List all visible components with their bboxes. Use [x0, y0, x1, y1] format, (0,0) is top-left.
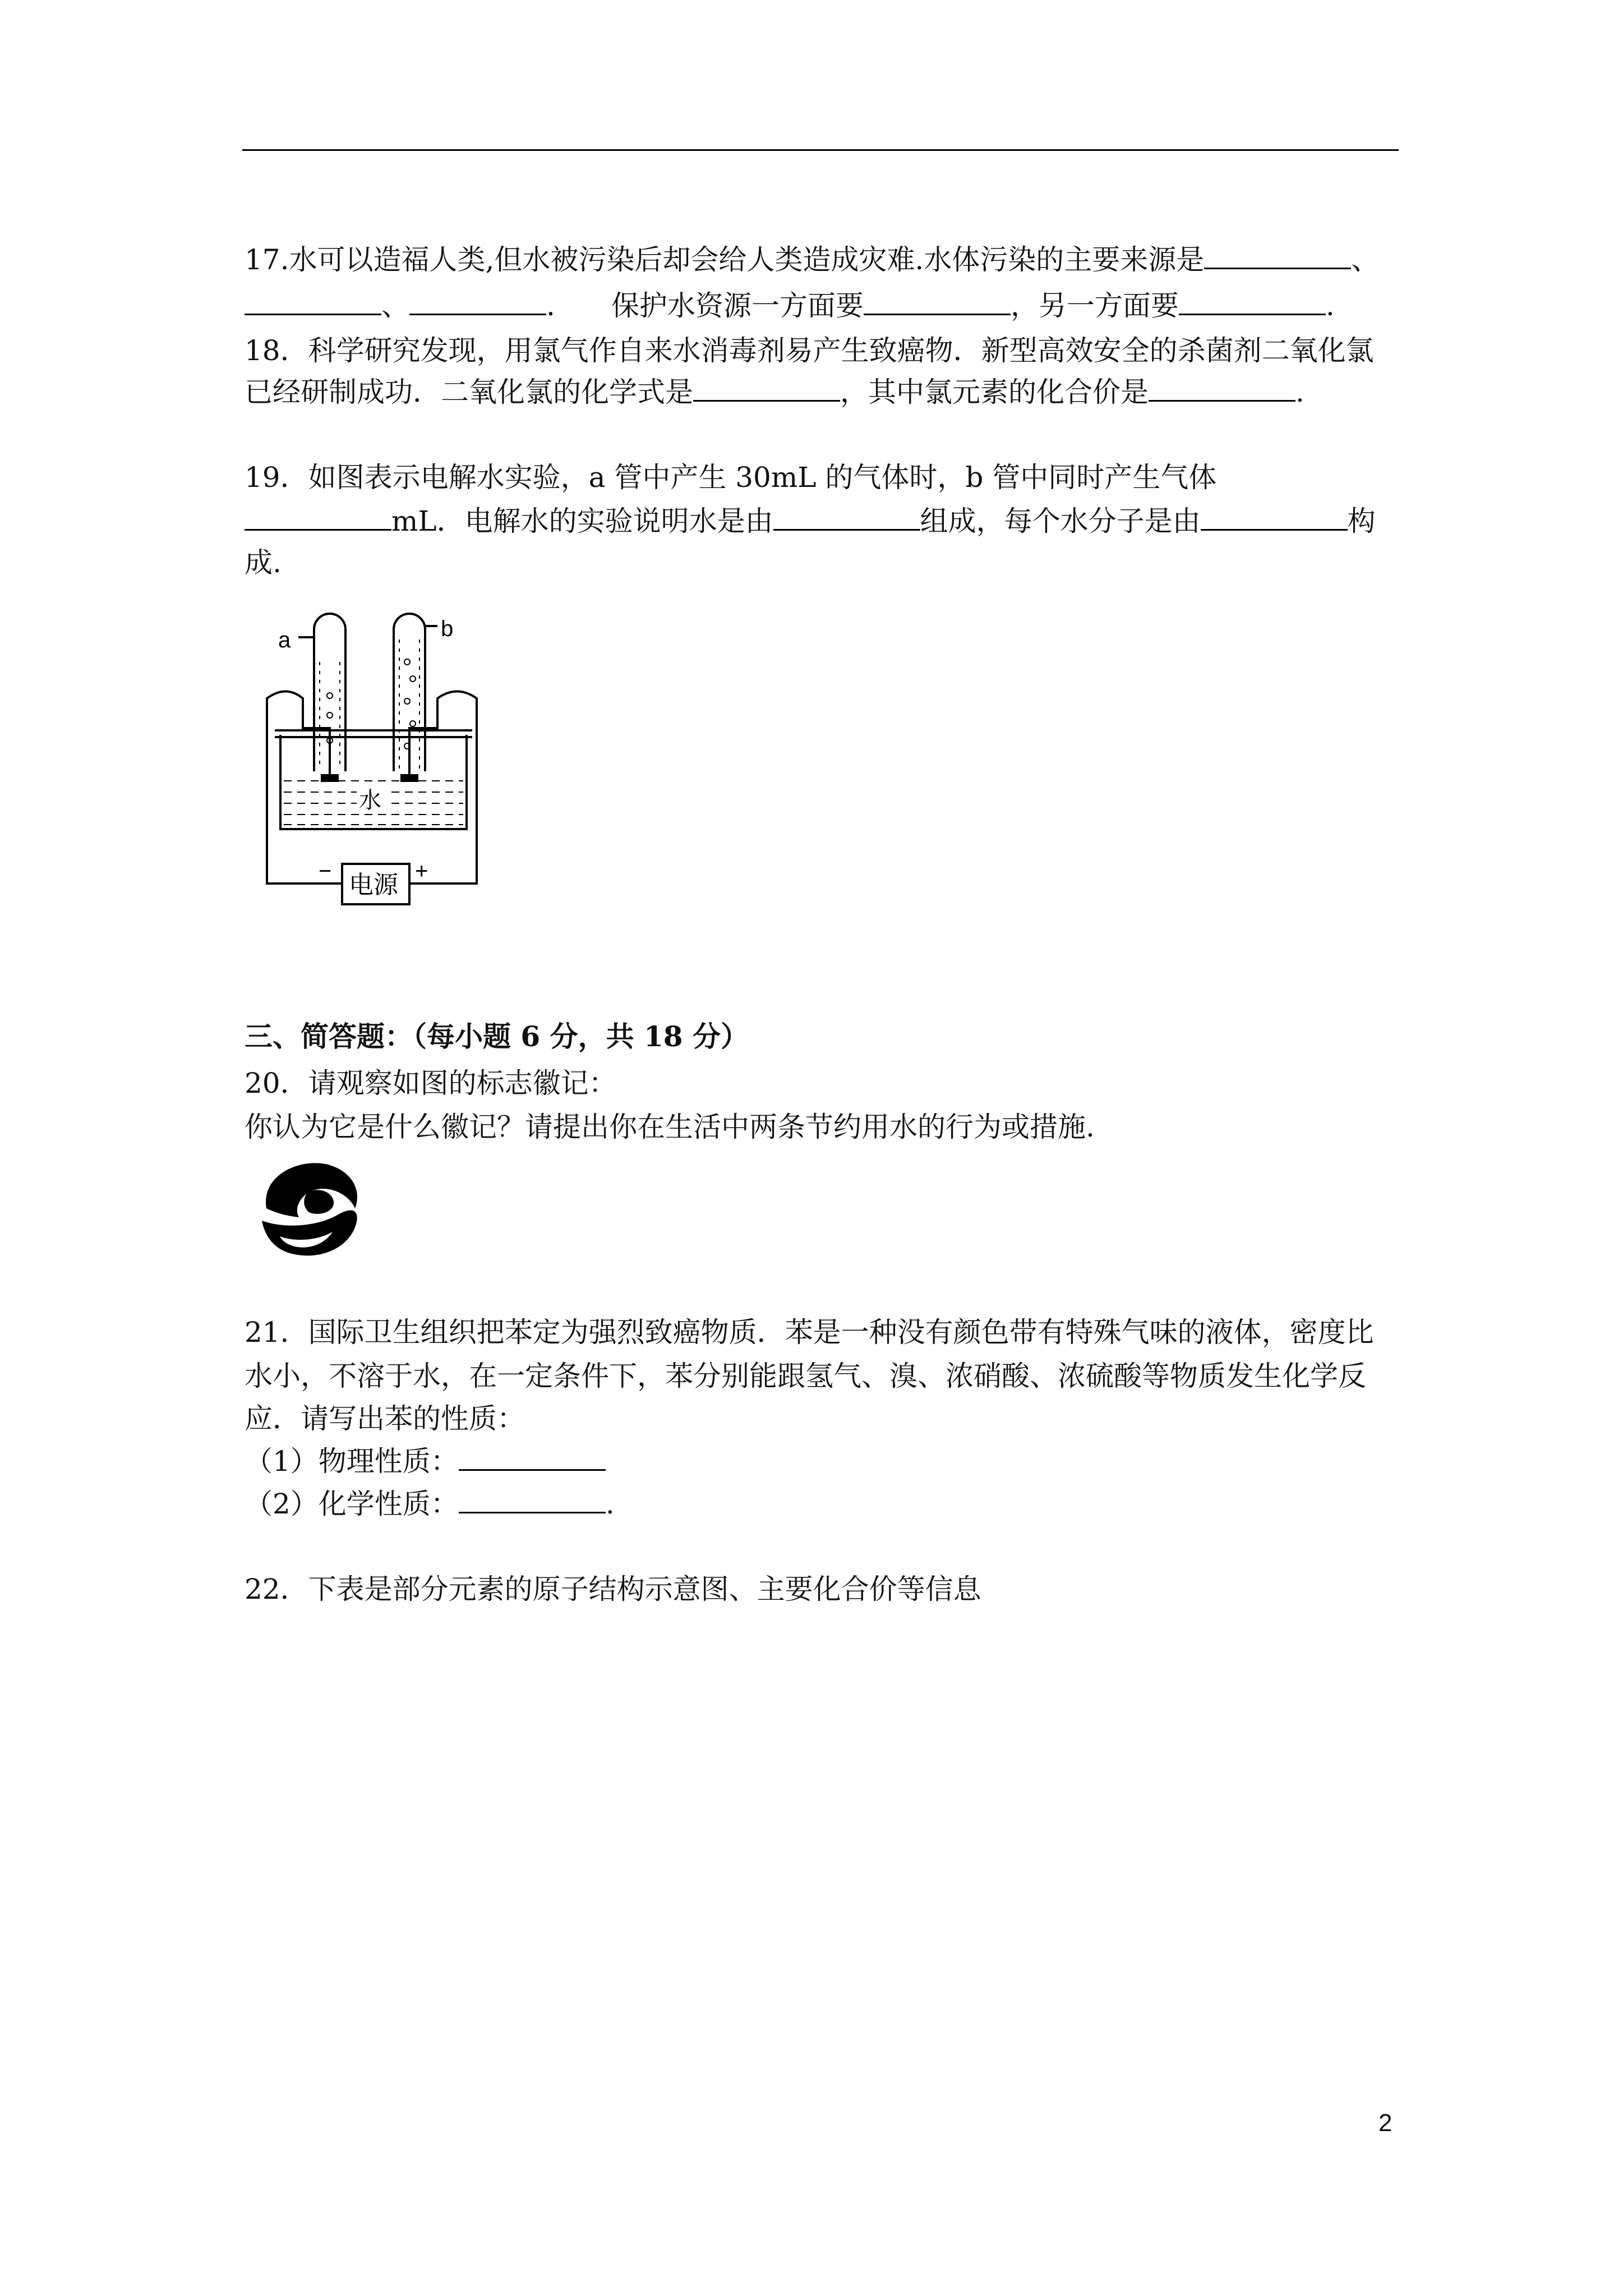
tube-a-label: a [278, 628, 291, 652]
water-saving-emblem-icon [255, 1158, 365, 1262]
answer-blank[interactable] [1201, 503, 1348, 531]
q19-line3: 成. [245, 546, 282, 579]
q20-line2: 你认为它是什么徽记？请提出你在生活中两条节约用水的行为或措施. [245, 1111, 1095, 1143]
header-rule [242, 149, 1399, 151]
answer-blank[interactable] [459, 1443, 606, 1471]
answer-blank[interactable] [409, 288, 546, 315]
page-number: 2 [1378, 2109, 1393, 2137]
answer-blank[interactable] [864, 288, 1011, 315]
q21-line1: 21．国际卫生组织把苯定为强烈致癌物质．苯是一种没有颜色带有特殊气味的液体，密度比 [245, 1316, 1374, 1349]
q22-line1: 22．下表是部分元素的原子结构示意图、主要化合价等信息 [245, 1573, 981, 1605]
answer-blank[interactable] [1149, 374, 1295, 402]
q17-line2: 、 . 保护水资源一方面要 ，另一方面要 . [245, 287, 1335, 324]
q19-line1: 19．如图表示电解水实验，a 管中产生 30mL 的气体时，b 管中同时产生气体 [245, 461, 1217, 494]
answer-blank[interactable] [459, 1486, 606, 1513]
plus-label: + [415, 859, 428, 884]
q19-line2: mL．电解水的实验说明水是由 组成，每个水分子是由 构 [245, 503, 1376, 540]
answer-blank[interactable] [245, 503, 391, 531]
q21-line2: 水小，不溶于水，在一定条件下，苯分别能跟氢气、溴、浓硝酸、浓硫酸等物质发生化学反 [245, 1360, 1366, 1392]
answer-blank[interactable] [1179, 288, 1326, 315]
q18-line1: 18．科学研究发现，用氯气作自来水消毒剂易产生致癌物．新型高效安全的杀菌剂二氧化氯 [245, 334, 1374, 367]
q21-line3: 应．请写出苯的性质： [245, 1402, 525, 1435]
section-heading: 三、简答题：（每小题 6 分，共 18 分） [245, 1020, 749, 1053]
q17-line1: 17.水可以造福人类,但水被污染后却会给人类造成灾难.水体污染的主要来源是 、 [245, 241, 1379, 278]
q18-line2: 已经研制成功．二氧化氯的化学式是 ，其中氯元素的化合价是 . [245, 374, 1304, 411]
minus-label: − [319, 859, 332, 884]
q20-line1: 20．请观察如图的标志徽记： [245, 1067, 617, 1099]
answer-blank[interactable] [1204, 242, 1351, 269]
answer-blank[interactable] [773, 503, 920, 531]
water-label: 水 [359, 788, 381, 813]
q21-item2: （2）化学性质： . [245, 1485, 615, 1522]
answer-blank[interactable] [245, 288, 381, 315]
power-label: 电源 [349, 871, 398, 899]
electrolysis-diagram [247, 600, 505, 914]
tube-b-label: b [441, 616, 454, 641]
answer-blank[interactable] [693, 374, 840, 402]
q21-item1: （1）物理性质： [245, 1443, 606, 1480]
